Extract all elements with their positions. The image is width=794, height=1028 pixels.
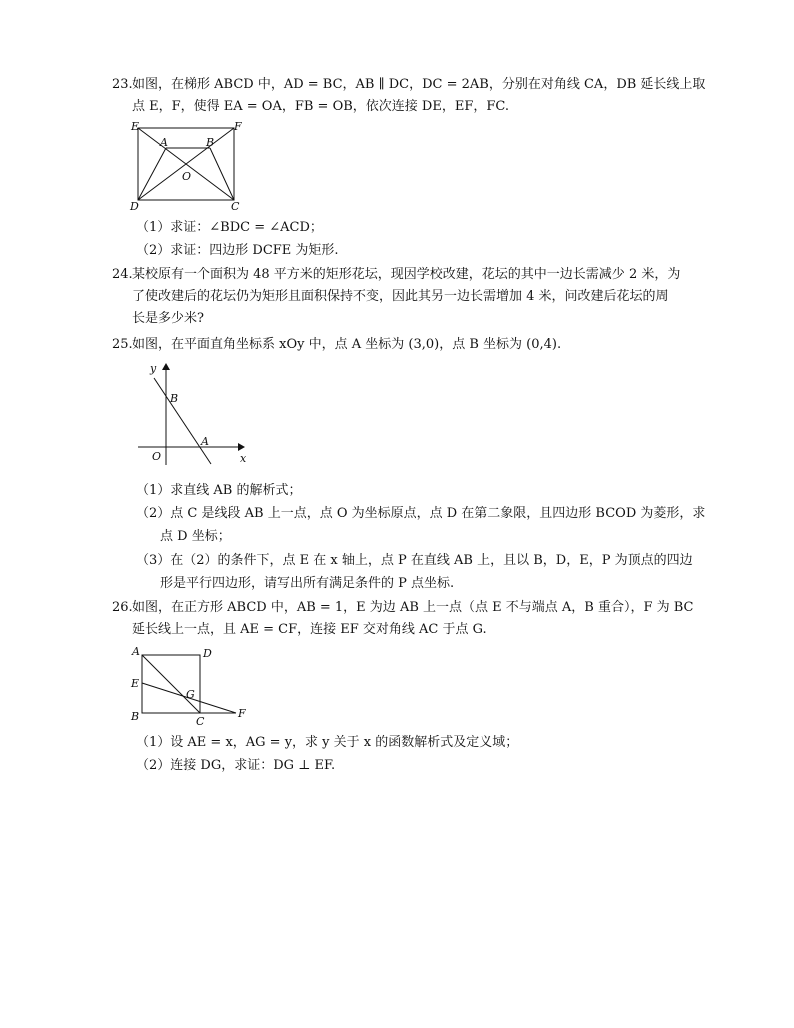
q26-label-E: E (131, 677, 140, 690)
q26-label-C: C (196, 715, 205, 728)
q25-part2-line2: 点 D 坐标； (160, 529, 231, 544)
q26-text-line1: 如图，在正方形 ABCD 中，AB = 1，E 为边 AB 上一点（点 E 不与端点 A，B 重合），F 为 BC (132, 600, 694, 615)
q25-label-y: y (150, 362, 157, 375)
q25-part2-line1: （2）点 C 是线段 AB 上一点，点 O 为坐标原点，点 D 在第二象限，且四边形 BCOD 为菱形，求 (136, 506, 706, 521)
q23-label-D: D (130, 200, 139, 213)
q26-text-line2: 延长线上一点，且 AE = CF，连接 EF 交对角线 AC 于点 G. (132, 622, 487, 637)
q26-label-A: A (132, 645, 140, 658)
q24-text-line1: 某校原有一个面积为 48 平方米的矩形花坛，现因学校改建，花坛的其中一边长需减少 2 米，为 (132, 267, 681, 282)
q26-label-F: F (238, 707, 246, 720)
q24-text-line2: 了使改建后的花坛仍为矩形且面积保持不变，因此其另一边长需增加 4 米，问改建后花坛的周 (132, 289, 669, 304)
q26-label-B: B (131, 710, 140, 723)
q26-part2: （2）连接 DG，求证：DG ⊥ EF. (136, 758, 336, 773)
q23-trapezoid-figure (128, 118, 248, 214)
q23-label-A: A (160, 136, 168, 149)
q23-label-F: F (234, 120, 242, 133)
q23-label-C: C (231, 200, 240, 213)
q25-label-x: x (240, 452, 247, 465)
q25-part3-line2: 形是平行四边形，请写出所有满足条件的 P 点坐标. (160, 576, 455, 591)
q23-number: 23. (112, 77, 133, 92)
q23-label-B: B (206, 136, 215, 149)
q25-text-line1: 如图，在平面直角坐标系 xOy 中，点 A 坐标为 (3,0)，点 B 坐标为 (0,4). (132, 337, 562, 352)
q26-label-D: D (203, 647, 212, 660)
q26-part1: （1）设 AE = x，AG = y，求 y 关于 x 的函数解析式及定义域； (136, 735, 519, 750)
q24-number: 24. (112, 267, 133, 282)
q23-part2: （2）求证：四边形 DCFE 为矩形. (136, 243, 339, 258)
q25-label-B: B (170, 392, 179, 405)
q23-text-line2: 点 E，F，使得 EA = OA，FB = OB，依次连接 DE，EF，FC. (132, 99, 509, 114)
q25-part1: （1）求直线 AB 的解析式； (136, 483, 302, 498)
q26-label-G: G (186, 688, 195, 701)
q26-square-figure (128, 643, 258, 728)
q25-coordinate-figure (136, 360, 256, 470)
q25-label-O: O (152, 450, 162, 463)
q25-part3-line1: （3）在（2）的条件下，点 E 在 x 轴上，点 P 在直线 AB 上，且以 B，D，E，P 为顶点的四边 (136, 553, 693, 568)
q25-number: 25. (112, 337, 133, 352)
q23-text-line1: 如图，在梯形 ABCD 中，AD = BC，AB ∥ DC，DC = 2AB，分别在对角线 CA，DB 延长线上取 (132, 77, 706, 92)
q23-label-O: O (182, 170, 192, 183)
q23-part1: （1）求证：∠BDC = ∠ACD； (136, 220, 323, 235)
q25-label-A: A (201, 435, 209, 448)
q24-text-line3: 长是多少米? (132, 311, 204, 326)
q26-number: 26. (112, 600, 133, 615)
q23-label-E: E (131, 120, 140, 133)
